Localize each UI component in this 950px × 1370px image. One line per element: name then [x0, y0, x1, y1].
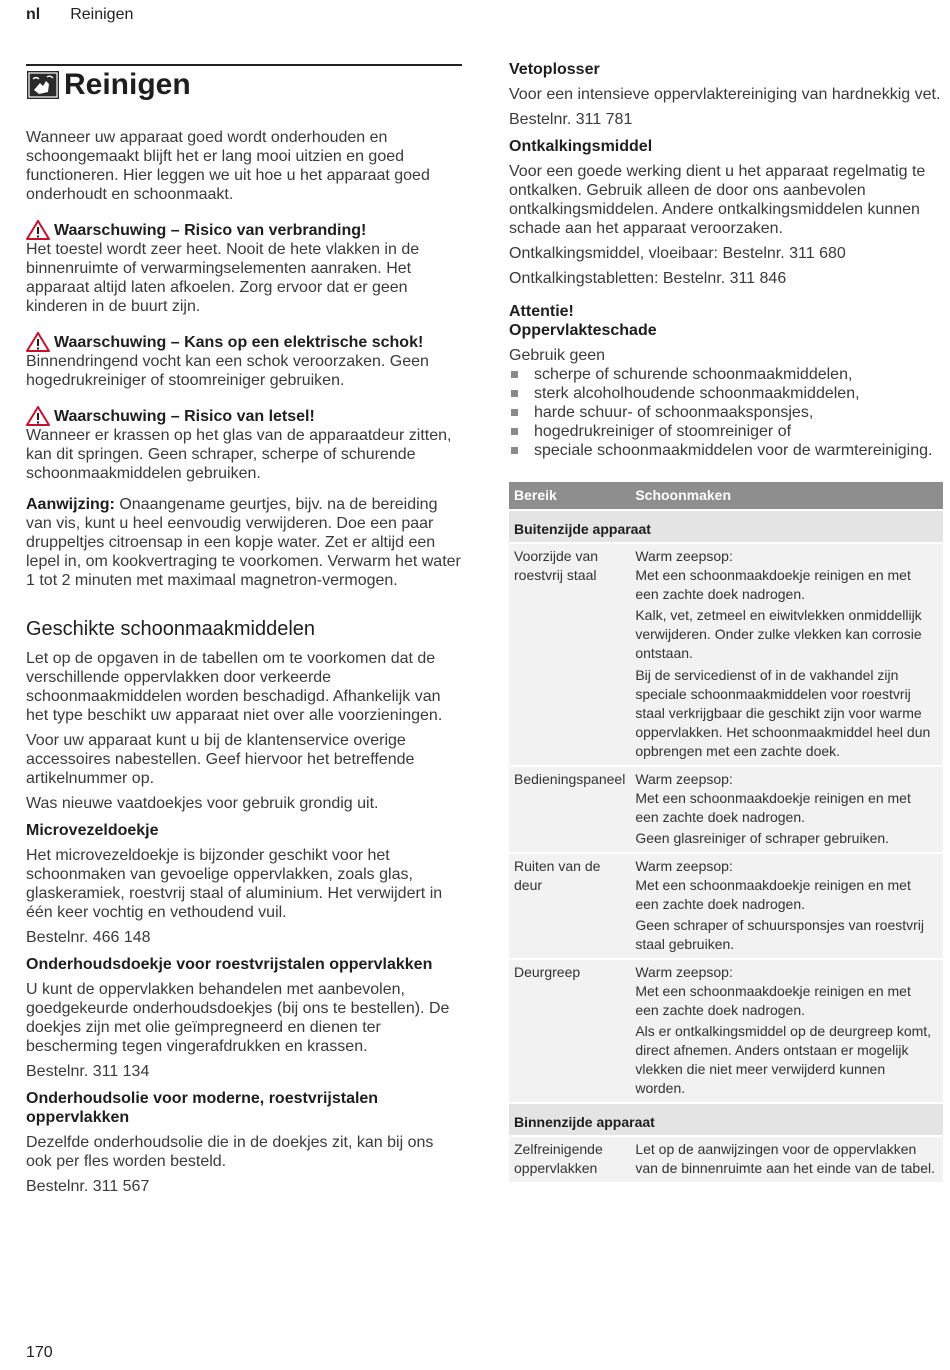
instruction-line: Let op de aanwijzingen voor de oppervlakken van de binnenruimte aan het einde van de tabel.	[635, 1141, 935, 1176]
list-item: scherpe of schurende schoonmaakmiddelen,	[509, 365, 943, 384]
instruction-line: Warm zeepsop:	[635, 771, 733, 787]
product-text: Voor een goede werking dient u het apparaat regelmatig te ontkalken. Gebruik alleen de door ons aanbevolen ontkalkingsmiddelen. Andere ontkalkingsmiddelen kunnen schade aan het apparaat veroorzaken.	[509, 163, 926, 237]
product-text: U kunt de oppervlakken behandelen met aanbevolen, goedgekeurde onderhoudsdoekjes (bij ons te bestellen). De doekjes zijn met olie geïmpregneerd en dienen ter bescherming tegen vingerafdrukken en krassen.	[26, 981, 450, 1055]
instruction-line: Met een schoonmaakdoekje reinigen en met een zachte doek nadrogen.	[635, 790, 911, 825]
warning-triangle-icon	[26, 220, 50, 240]
instruction-line: Met een schoonmaakdoekje reinigen en met een zachte doek nadrogen.	[635, 877, 911, 912]
table-row	[509, 853, 943, 959]
warning-injury	[26, 406, 462, 483]
table-section-row	[509, 1103, 943, 1136]
product-order-number: Bestelnr. 311 781	[509, 111, 633, 128]
instructions-cell	[630, 959, 943, 1103]
table-header-row	[509, 482, 943, 510]
list-item: speciale schoonmaakmiddelen voor de warmtereiniging.	[509, 441, 943, 460]
product-title: Vetoplosser	[509, 61, 600, 78]
instruction-line: Warm zeepsop:	[635, 964, 733, 980]
instruction-line: Geen glasreiniger of schraper gebruiken.	[635, 830, 890, 846]
area-cell: Zelfreinigende oppervlakken	[509, 1136, 630, 1182]
product-text: Het microvezeldoekje is bijzonder geschikt voor het schoonmaken van gevoelige oppervlakken, zoals glas, glaskeramiek, roestvrij staal of aluminium. Het verwijdert in één keer vochtig en vethoudend vuil.	[26, 847, 443, 921]
section-label: Binnenzijde apparaat	[509, 1103, 943, 1136]
hint-paragraph	[26, 495, 462, 590]
area-cell: Voorzijde van roestvrij staal	[509, 543, 630, 766]
table-row	[509, 959, 943, 1103]
instruction-line: Warm zeepsop:	[635, 548, 733, 564]
section-paragraph: Let op de opgaven in de tabellen om te voorkomen dat de verschillende oppervlakken door verkeerde schoonmaakmiddelen worden beschadigd. Afhankelijk van het type beschikt uw apparaat niet over alle voorzieningen.	[26, 650, 443, 724]
header-section: Reinigen	[70, 6, 134, 23]
instruction-line: Geen schraper of schuursponsjes van roestvrij staal gebruiken.	[635, 917, 925, 952]
instruction-line: Kalk, vet, zetmeel en eiwitvlekken onmiddellijk verwijderen. Onder zulke vlekken kan corrosie ontstaan.	[635, 607, 922, 661]
column-header: Schoonmaken	[630, 482, 943, 510]
warning-triangle-icon	[26, 332, 50, 352]
page-number: 170	[26, 1344, 53, 1361]
attention-intro: Gebruik geen	[509, 347, 606, 364]
instruction-line: Als er ontkalkingsmiddel op de deurgreep komt, direct afnemen. Anders ontstaan er mogelijk vlekken die niet meer verwijderd kunnen worden.	[635, 1023, 932, 1096]
area-cell: Bedieningspaneel	[509, 766, 630, 853]
section-paragraph: Voor uw apparaat kunt u bij de klantenservice overige accessoires nabestellen. Geef hiervoor het betreffende artikelnummer op.	[26, 732, 415, 787]
instruction-line: Met een schoonmaakdoekje reinigen en met een zachte doek nadrogen.	[635, 567, 911, 602]
warning-text: Binnendringend vocht kan een schok veroorzaken. Geen hogedrukreiniger of stoomreiniger gebruiken.	[26, 353, 429, 389]
warning-title: Waarschuwing – Risico van letsel!	[54, 407, 315, 425]
warning-text: Het toestel wordt zeer heet. Nooit de hete vlakken in de binnenruimte of verwarmingselementen aanraken. Het apparaat altijd laten afkoelen. Zorg ervoor dat er geen kinderen in de buurt zijn.	[26, 241, 420, 315]
section-paragraph: Was nieuwe vaatdoekjes voor gebruik grondig uit.	[26, 795, 379, 812]
title-row	[26, 68, 462, 102]
table-row	[509, 1136, 943, 1182]
warning-title: Waarschuwing – Kans op een elektrische schok!	[54, 333, 424, 351]
intro-text: Wanneer uw apparaat goed wordt onderhouden en schoongemaakt blijft het er lang mooi uitzien en goed functioneren. Hier leggen we uit hoe u het apparaat goed onderhoudt en schoonmaakt.	[26, 129, 430, 203]
instructions-cell	[630, 766, 943, 853]
instruction-line: Met een schoonmaakdoekje reinigen en met een zachte doek nadrogen.	[635, 983, 911, 1018]
right-column	[509, 60, 943, 1182]
warning-triangle-icon	[26, 406, 50, 426]
product-order-number: Bestelnr. 311 134	[26, 1063, 150, 1080]
table-section-row	[509, 510, 943, 543]
section-heading: Geschikte schoonmaakmiddelen	[26, 618, 316, 640]
title-divider	[26, 64, 462, 66]
warning-shock	[26, 332, 462, 390]
instruction-line: Bij de servicedienst of in de vakhandel zijn speciale schoonmaakmiddelen voor roestvrij staal verkrijgbaar die geschikt zijn voor warme oppervlakken. Het schoonmaakmiddel heel dun opbrengen met een zachte doek.	[635, 667, 931, 759]
warning-title: Waarschuwing – Risico van verbranding!	[54, 221, 367, 239]
attention-title: Oppervlakteschade	[509, 322, 657, 339]
product-title: Microvezeldoekje	[26, 822, 159, 839]
cleaning-table	[509, 482, 943, 1182]
table-row	[509, 766, 943, 853]
page-header	[26, 6, 133, 24]
attention-list	[509, 365, 943, 460]
hint-text: Onaangename geurtjes, bijv. na de bereiding van vis, kunt u heel eenvoudig verwijderen. Doe een paar druppeltjes citroensap in een kopje water. Zet er altijd een lepel in, om kookvertraging te voorkomen. Verwarm het water 1 tot 2 minuten met maximaal magnetron-vermogen.	[26, 496, 461, 589]
area-cell: Deurgreep	[509, 959, 630, 1103]
product-order-number: Ontkalkingsmiddel, vloeibaar: Bestelnr. 311 680	[509, 245, 846, 262]
list-item: hogedrukreiniger of stoomreiniger of	[509, 422, 943, 441]
hint-label: Aanwijzing:	[26, 496, 115, 513]
product-text: Dezelfde onderhoudsolie die in de doekjes zit, kan bij ons ook per fles worden besteld.	[26, 1134, 434, 1170]
warning-burn	[26, 220, 462, 316]
list-item: harde schuur- of schoonmaaksponsjes,	[509, 403, 943, 422]
list-item: sterk alcoholhoudende schoonmaakmiddelen,	[509, 384, 943, 403]
cleaning-hand-icon	[26, 70, 60, 100]
instruction-line: Warm zeepsop:	[635, 858, 733, 874]
section-label: Buitenzijde apparaat	[509, 510, 943, 543]
area-cell: Ruiten van de deur	[509, 853, 630, 959]
page-title: Reinigen	[64, 68, 191, 101]
column-header: Bereik	[509, 482, 630, 510]
attention-block	[509, 302, 943, 460]
product-order-number: Bestelnr. 311 567	[26, 1178, 150, 1195]
product-title: Ontkalkingsmiddel	[509, 138, 653, 155]
language-code: nl	[26, 6, 41, 23]
left-column	[26, 64, 462, 1196]
warning-text: Wanneer er krassen op het glas van de apparaatdeur zitten, kan dit springen. Geen schraper, scherpe of schurende schoonmaakmiddelen gebruiken.	[26, 427, 452, 482]
product-order-number: Ontkalkingstabletten: Bestelnr. 311 846	[509, 270, 787, 287]
instructions-cell	[630, 853, 943, 959]
product-text: Voor een intensieve oppervlaktereiniging van hardnekkig vet.	[509, 86, 941, 103]
attention-label: Attentie!	[509, 303, 574, 320]
instructions-cell	[630, 1136, 943, 1182]
product-title: Onderhoudsdoekje voor roestvrijstalen oppervlakken	[26, 956, 433, 973]
instructions-cell	[630, 543, 943, 766]
product-title: Onderhoudsolie voor moderne, roestvrijstalen oppervlakken	[26, 1090, 379, 1126]
product-order-number: Bestelnr. 466 148	[26, 929, 151, 946]
table-row	[509, 543, 943, 766]
